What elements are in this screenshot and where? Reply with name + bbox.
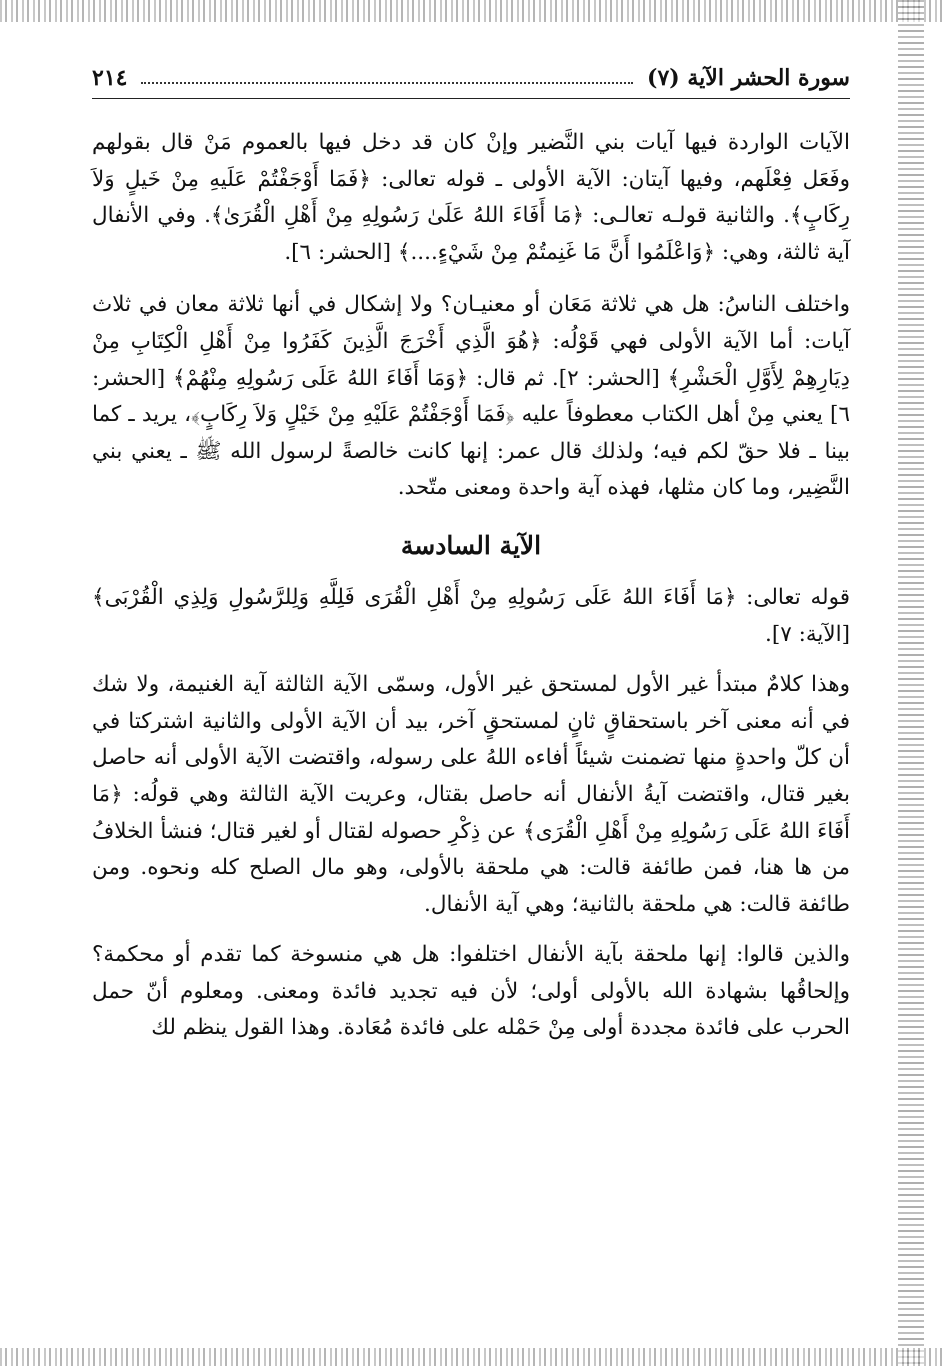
paragraph: وهذا كلامٌ مبتدأ غير الأول لمستحق غير الأول، وسمّى الآية الثالثة آية الغنيمة، ولا شك في أنه معنى آخر باستحقاقٍ ثانٍ لمستحقٍ آخر، بيد أن الآية الأولى والثانية اشتركتا في أن كلّ واحدةٍ منها تضمنت شيئاً أفاءه اللهُ على رسوله، واقتضت الآية الأولى أنه حاصل بغير قتال، واقتضت آيةُ الأنفال أنه حاصل بقتال، وعريت الآية الثالثة وهي قولُه: ﴿مَا أَفَاءَ اللهُ عَلَى رَسُولِهِ مِنْ أَهْلِ الْقُرَى﴾ عن ذِكْرِ حصوله لقتال أو لغير قتال؛ فنشأ الخلافُ من ها هنا، فمن طائفة قالت: هي ملحقة بالأولى، وهو مال الصلح كله ونحوه. ومن طائفة قالت: هي ملحقة بالثانية؛ وهي آية الأنفال. [92,672,850,917]
running-header [92,58,850,99]
paragraph: واختلف الناسُ: هل هي ثلاثة مَعَان أو معنيـان؟ ولا إشكال في أنها ثلاثة معان في ثلاث آيات: أما الآية الأولى فهي قَوْلُه: ﴿هُوَ الَّذِي أَخْرَجَ الَّذِينَ كَفَرُوا مِنْ أَهْلِ الْكِتَابِ مِنْ دِيَارِهِمْ لِأَوَّلِ الْحَشْرِ﴾ [الحشر: ٢]. ثم قال: ﴿وَمَا أَفَاءَ اللهُ عَلَى رَسُولِهِ مِنْهُمْ﴾ [الحشر: ٦] يعني مِنْ أهل الكتاب معطوفاً عليه ﴿فَمَا أَوْجَفْتُمْ عَلَيْهِ مِنْ خَيْلٍ وَلاَ رِكَابٍ﴾، يريد ـ كما بينا ـ فلا حقّ لكم فيه؛ ولذلك قال عمر: إنها كانت خالصةً لرسول الله ﷺ ـ يعني بني النَّضِير، وما كان مثلها، فهذه آية واحدة ومعنى متّحد. [92,292,850,501]
paragraph: والذين قالوا: إنها ملحقة بآية الأنفال اختلفوا: هل هي منسوخة كما تقدم أو محكمة؟ وإلحاقُها بشهادة الله بالأولى أولى؛ لأن فيه تجديد فائدة ومعنى. ومعلوم أنّ حمل الحرب على فائدة مجددة أولى مِنْ حَمْله على فائدة مُعَادة. وهذا القول ينظم لك [92,942,850,1041]
decorative-border-bottom [0,1348,945,1366]
header-title: سورة الحشر الآية (٧) [647,65,850,91]
paragraph: قوله تعالى: ﴿مَا أَفَاءَ اللهُ عَلَى رَسُولِهِ مِنْ أَهْلِ الْقُرَى فَلِلَّهِ وَلِلرَّسُولِ وَلِذِي الْقُرْبَى﴾ [الآية: ٧]. [92,584,850,647]
page-number: ٢١٤ [92,65,128,91]
paragraph: الآيات الواردة فيها آيات بني النَّضير وإنْ كان قد دخل فيها بالعموم مَنْ قال بقولهم وفَعَل فِعْلَهم، وفيها آيتان: الآية الأولى ـ قوله تعالى: ﴿فَمَا أَوْجَفْتُمْ عَلَيهِ مِنْ خَيلٍ وَلاَ رِكَابٍ﴾. والثانية قولـه تعالـى: ﴿مَا أَفَاءَ اللهُ عَلَىٰ رَسُولِهِ مِنْ أَهْلِ الْقُرَىٰ﴾. وفي الأنفال آية ثالثة، وهي: ﴿وَاعْلَمُوا أَنَّ مَا غَنِمتُمْ مِنْ شَيْءٍ....﴾ [الحشر: ٦]. [92,130,850,265]
decorative-border-right [898,0,924,1366]
book-page [92,58,850,1348]
section-heading: الآية السادسة [400,530,542,560]
decorative-border-top [0,0,945,22]
header-dot-leader [141,81,633,84]
